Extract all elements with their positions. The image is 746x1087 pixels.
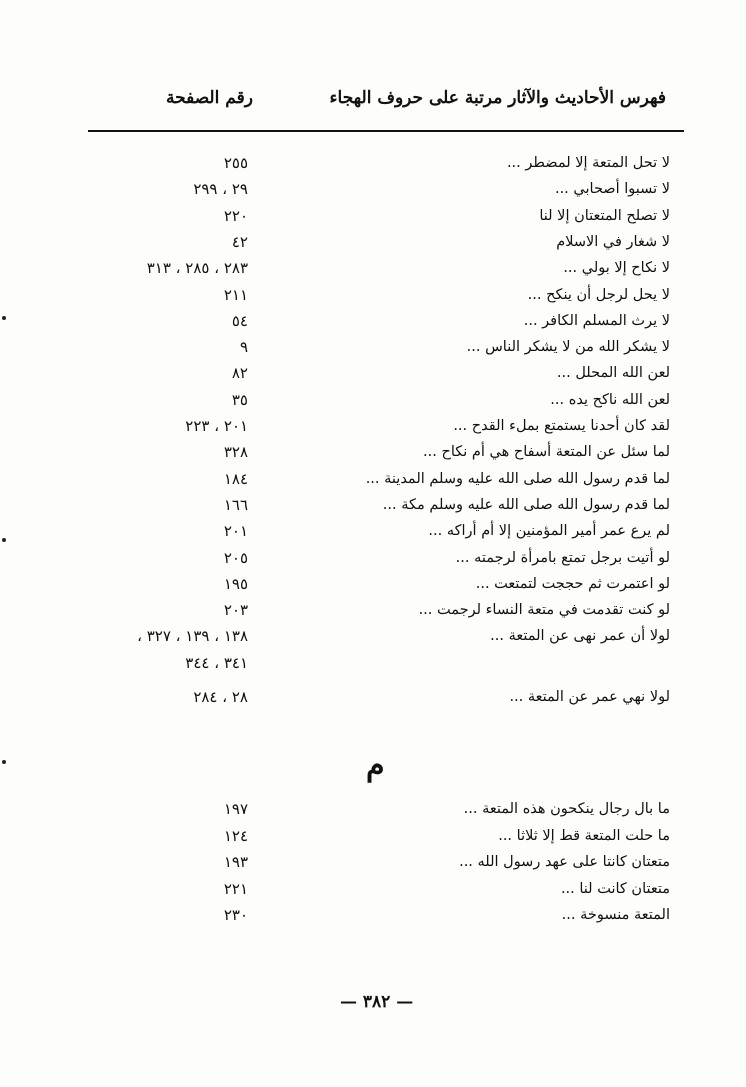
entry-page-numbers: ٨٢ bbox=[231, 364, 248, 383]
entry-page-numbers: ٢٩ ، ٢٩٩ bbox=[193, 180, 248, 199]
entry-text: لو كنت تقدمت في متعة النساء لرجمت ... bbox=[418, 602, 670, 619]
index-entry bbox=[0, 545, 746, 571]
index-entry bbox=[0, 229, 746, 255]
entry-page-numbers: ٢٠٥ bbox=[223, 548, 248, 567]
index-entry bbox=[0, 308, 746, 334]
entry-page-numbers: ٢٨٣ ، ٢٨٥ ، ٣١٣ bbox=[146, 259, 248, 278]
section-letter-heading: م bbox=[366, 748, 385, 783]
entry-page-numbers: ٢٣٠ bbox=[223, 906, 248, 924]
entry-page-numbers: ٤٢ bbox=[231, 232, 248, 251]
index-entry bbox=[0, 176, 746, 202]
index-entry bbox=[0, 650, 746, 676]
index-entry bbox=[0, 492, 746, 518]
index-entry bbox=[0, 360, 746, 386]
entry-page-numbers: ١٢٤ bbox=[223, 826, 248, 845]
entry-page-numbers: ٢٠١ ، ٢٢٣ bbox=[185, 417, 248, 435]
index-entry bbox=[0, 902, 746, 928]
scan-mark bbox=[2, 538, 6, 542]
entry-text: لو اعتمرت ثم حججت لتمتعت ... bbox=[475, 575, 670, 592]
entry-page-numbers: ١٩٧ bbox=[223, 800, 248, 818]
entry-page-numbers: ٩ bbox=[239, 338, 248, 357]
entry-text: لا تصلح المتعتان إلا لنا bbox=[539, 207, 670, 224]
entry-page-numbers: ١٨٤ bbox=[223, 469, 248, 488]
index-entry bbox=[0, 623, 746, 649]
entry-text: لو أتيت برجل تمتع بامرأة لرجمته ... bbox=[455, 549, 670, 566]
entry-text: لعن الله المحلل ... bbox=[556, 365, 670, 382]
index-entry bbox=[0, 597, 746, 623]
entry-page-numbers: ٢٨ ، ٢٨٤ bbox=[193, 688, 248, 706]
entry-text: لم يرع عمر أمير المؤمنين إلا أم أراكه ... bbox=[428, 523, 670, 540]
header-rule bbox=[88, 130, 684, 132]
entry-text: لولا أن عمر نهى عن المتعة ... bbox=[490, 628, 670, 645]
page-number-column-header: رقم الصفحة bbox=[166, 88, 253, 108]
index-entry bbox=[0, 439, 746, 465]
entry-page-numbers: ١٩٣ bbox=[223, 853, 248, 871]
index-entry bbox=[0, 334, 746, 360]
entry-page-numbers: ١٣٨ ، ١٣٩ ، ٣٢٧ ، bbox=[137, 627, 248, 646]
index-entry bbox=[0, 387, 746, 413]
entry-page-numbers: ٥٤ bbox=[231, 311, 248, 330]
entry-text: لما سئل عن المتعة أسفاح هي أم نكاح ... bbox=[423, 444, 670, 461]
index-entry bbox=[0, 823, 746, 849]
entry-text: لا يشكر الله من لا يشكر الناس ... bbox=[466, 339, 670, 356]
entry-text: لقد كان أحدنا يستمتع بملء القدح ... bbox=[453, 418, 670, 434]
entry-text: ما بال رجال ينكحون هذه المتعة ... bbox=[463, 801, 670, 817]
index-entry bbox=[0, 282, 746, 308]
index-entry bbox=[0, 684, 746, 710]
entry-text: لا نكاح إلا بولي ... bbox=[563, 260, 670, 277]
index-entry bbox=[0, 150, 746, 176]
entry-text: لا يرث المسلم الكافر ... bbox=[523, 312, 670, 329]
entry-page-numbers: ١٩٥ bbox=[223, 574, 248, 593]
scan-mark bbox=[2, 316, 6, 320]
index-entry bbox=[0, 466, 746, 492]
entry-text: لا تسبوا أصحابي ... bbox=[554, 181, 670, 198]
entry-text: ما حلت المتعة قط إلا ثلاثا ... bbox=[498, 827, 670, 844]
index-entry bbox=[0, 203, 746, 229]
entry-page-numbers: ٣٤١ ، ٣٤٤ bbox=[185, 653, 248, 672]
index-entry bbox=[0, 413, 746, 439]
entry-page-numbers: ٢٠١ bbox=[223, 522, 248, 541]
entry-page-numbers: ٢١١ bbox=[223, 285, 248, 304]
index-entry bbox=[0, 518, 746, 544]
entry-text: لا شغار في الاسلام bbox=[556, 233, 670, 250]
index-entry bbox=[0, 255, 746, 281]
entry-page-numbers: ٢٥٥ bbox=[223, 154, 248, 172]
index-entry bbox=[0, 796, 746, 822]
page-title: فهرس الأحاديث والآثار مرتبة على حروف الهجاء bbox=[329, 88, 666, 108]
entry-page-numbers: ٢٢١ bbox=[223, 879, 248, 898]
entry-text: لعن الله ناكح يده ... bbox=[550, 391, 670, 408]
entry-text: لما قدم رسول الله صلى الله عليه وسلم المدينة ... bbox=[365, 470, 670, 487]
index-entry bbox=[0, 571, 746, 597]
entry-text: لولا نهي عمر عن المتعة ... bbox=[509, 689, 670, 705]
entry-page-numbers: ٢٠٣ bbox=[223, 601, 248, 620]
index-entry bbox=[0, 849, 746, 875]
scan-mark bbox=[2, 760, 6, 764]
entry-page-numbers: ٣٢٨ bbox=[223, 443, 248, 462]
index-entry bbox=[0, 876, 746, 902]
entry-text: المتعة منسوخة ... bbox=[561, 907, 670, 923]
entry-text: لما قدم رسول الله صلى الله عليه وسلم مكة ... bbox=[382, 496, 670, 513]
entry-text: لا يحل لرجل أن ينكح ... bbox=[527, 286, 670, 303]
entry-page-numbers: ٣٥ bbox=[231, 390, 248, 409]
entry-text: متعتان كانتا على عهد رسول الله ... bbox=[459, 854, 670, 870]
entry-text: متعتان كانت لنا ... bbox=[560, 880, 670, 897]
entry-page-numbers: ١٦٦ bbox=[223, 495, 248, 514]
entry-page-numbers: ٢٢٠ bbox=[223, 206, 248, 225]
page-number-footer: — ٣٨٢ — bbox=[340, 992, 414, 1012]
entry-text: لا تحل المتعة إلا لمضطر ... bbox=[506, 155, 670, 171]
